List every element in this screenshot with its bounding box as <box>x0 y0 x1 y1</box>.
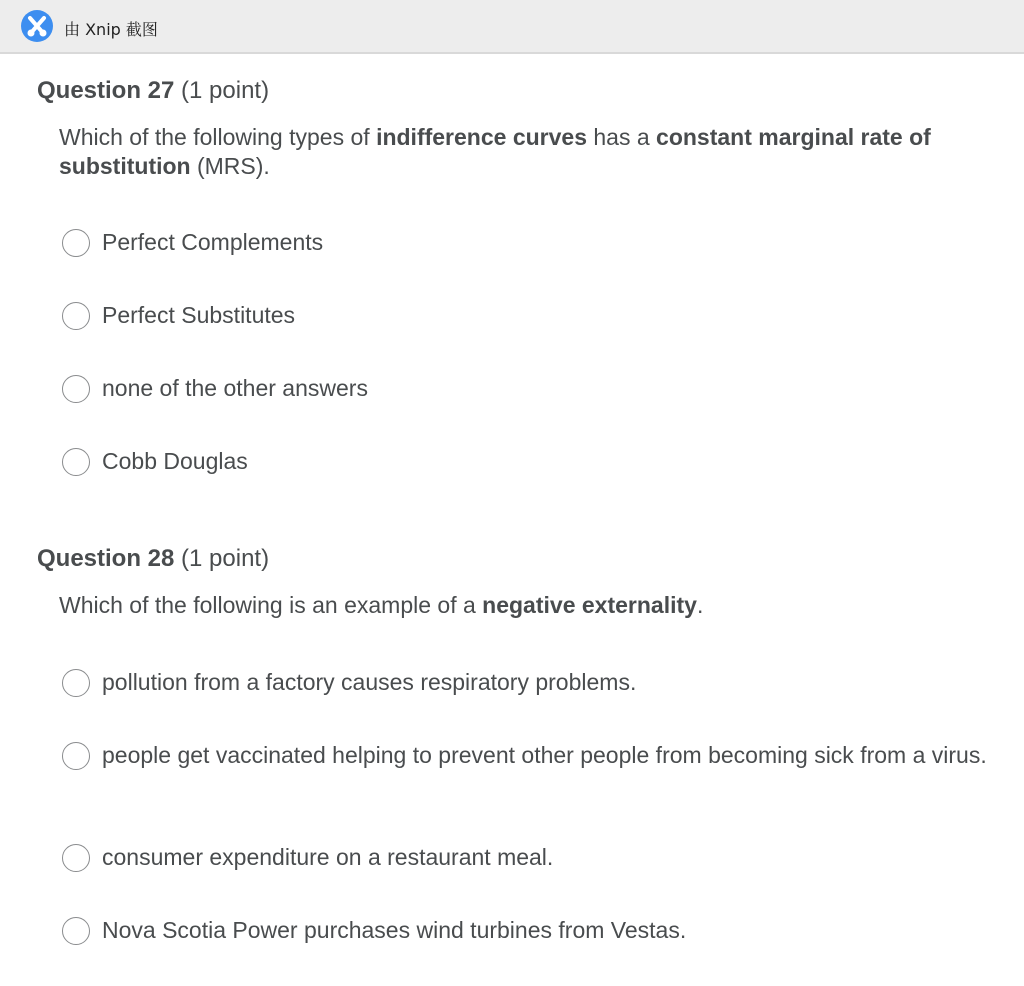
question-text-part: Which of the following types of <box>59 124 377 150</box>
question-text-emphasis: negative externality <box>482 592 697 618</box>
question-27-text <box>59 123 999 181</box>
option-label[interactable]: Cobb Douglas <box>102 448 248 474</box>
radio-button[interactable] <box>62 448 90 476</box>
radio-button[interactable] <box>62 669 90 697</box>
radio-button[interactable] <box>62 302 90 330</box>
xnip-logo-icon <box>20 9 54 43</box>
radio-button[interactable] <box>62 375 90 403</box>
question-text-part: . <box>696 592 704 618</box>
radio-button[interactable] <box>62 742 90 770</box>
question-number: Question 27 <box>37 77 175 104</box>
option-label[interactable]: pollution from a factory causes respiratory problems. <box>102 669 637 695</box>
question-text-part: (MRS). <box>190 153 270 179</box>
question-27-header <box>37 76 269 106</box>
option-label[interactable]: none of the other answers <box>102 375 368 401</box>
radio-button[interactable] <box>62 229 90 257</box>
xnip-title: 由 Xnip 截图 <box>64 20 158 39</box>
question-text-part: has a <box>586 124 657 150</box>
option-label[interactable]: consumer expenditure on a restaurant meal. <box>102 844 554 870</box>
question-points: (1 point) <box>181 77 270 104</box>
radio-button[interactable] <box>62 844 90 872</box>
question-number: Question 28 <box>37 545 175 572</box>
question-28-header <box>37 544 269 574</box>
question-text-emphasis: constant marginal rate of substitution <box>59 124 931 179</box>
question-28-text <box>59 591 999 620</box>
question-text-emphasis: indifference curves <box>376 124 587 150</box>
option-label[interactable]: Nova Scotia Power purchases wind turbines from Vestas. <box>102 917 687 943</box>
option-label[interactable]: Perfect Complements <box>102 229 324 255</box>
question-text-part: Which of the following is an example of a <box>59 592 483 618</box>
question-points: (1 point) <box>181 545 270 572</box>
option-label[interactable]: people get vaccinated helping to prevent other people from becoming sick from a virus. <box>102 742 987 768</box>
radio-button[interactable] <box>62 917 90 945</box>
option-label[interactable]: Perfect Substitutes <box>102 302 296 328</box>
xnip-toolbar <box>0 0 1024 54</box>
